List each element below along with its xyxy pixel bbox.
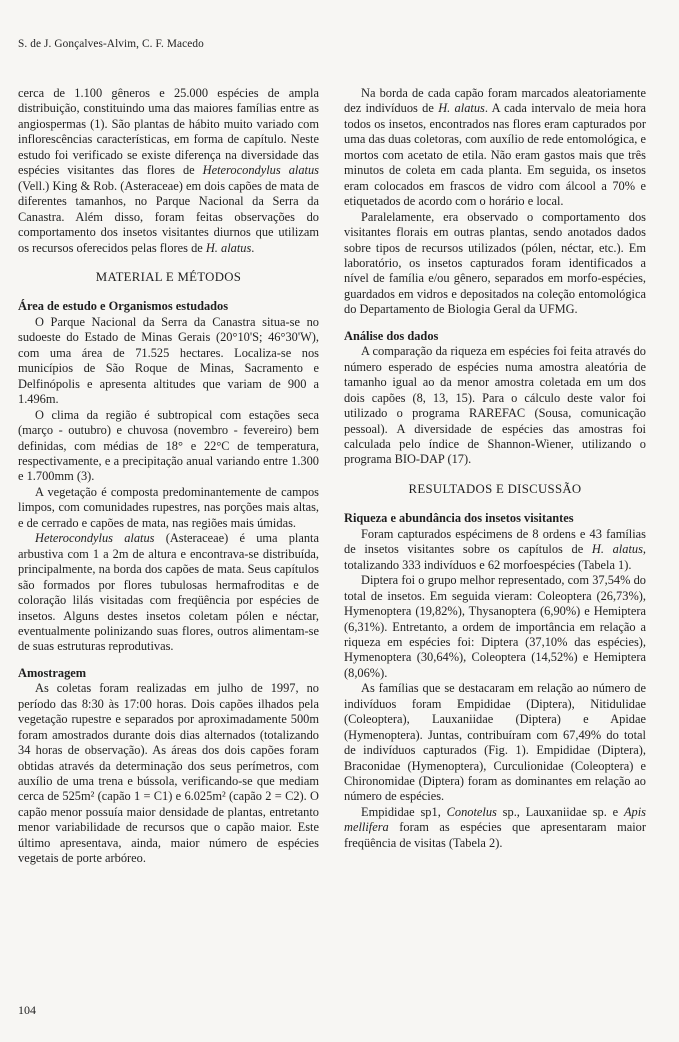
- subheading-sampling: Amostragem: [18, 665, 87, 680]
- paragraph-climate: O clima da região é subtropical com estações seca (março - outubro) e chuvosa (novembro - fevereiro) bem definidas, com médias de 18° e 22°C de temperatura, respectivamente, e a precipitação anual variando entre 1.300 e 1.700mm (3).: [18, 407, 319, 484]
- running-head: S. de J. Gonçalves-Alvim, C. F. Macedo: [18, 38, 204, 50]
- paragraph-vegetation: A vegetação é composta predominantemente de campos limpos, com comunidades rupestres, nas porções mais altas, e de cerrado e capões de mata, nas regiões mais úmidas.: [18, 484, 319, 530]
- section-heading-methods: MATERIAL E MÉTODOS: [95, 269, 242, 284]
- paragraph-diptera: Diptera foi o grupo melhor representado, com 37,54% do total de insetos. Em seguida vieram: Coleoptera (26,73%), Hymenoptera (19,82%), Thysanoptera (6,90%) e Hemiptera (6,31%). Entretanto, a ordem de importância em relação a riqueza em espécies foi: Diptera (37,10% das espécies), Hymenoptera (30,64%), Coleoptera (14,52%) e Hemiptera (8,06%).: [344, 573, 646, 680]
- subheading-study-area: Área de estudo e Organismos estudados: [18, 299, 229, 314]
- subheading-analysis: Análise dos dados: [344, 328, 439, 343]
- paragraph-captured: Foram capturados espécimens de 8 ordens e 43 famílias de insetos visitantes sobre os capítulos de H. alatus, totalizando 333 indivíduos e 62 morfoespécies (Tabela 1).: [344, 526, 646, 572]
- right-column: [344, 86, 646, 851]
- left-column: [18, 86, 319, 867]
- paragraph-analysis: A comparação da riqueza em espécies foi feita através do número esperado de espécies numa amostra aleatória de tamanho igual ao da menor amostra coletada em um dos dois capões (8, 13, 15). Para o cálculo deste valor foi utilizado o programa RAREFAC (Sousa, comunicação pessoal). A diversidade de espécies das amostras foi calculada pelo índice de Shannon-Wiener, utilizando o programa BIO-DAP (17).: [344, 344, 646, 467]
- paragraph-visits: Empididae sp1, Conotelus sp., Lauxaniidae sp. e Apis mellifera foram as espécies que apresentaram maior freqüência de visitas (Tabela 2).: [344, 804, 646, 850]
- page-number: 104: [18, 1003, 36, 1017]
- intro-paragraph: cerca de 1.100 gêneros e 25.000 espécies de ampla distribuição, constituindo uma das maiores famílias entre as angiospermas (1). São plantas de hábito muito variado com inflorescências características, em forma de capítulo. Neste estudo foi verificado se existe diferença na diversidade das espécies visitantes das flores de Heterocondylus alatus (Vell.) King & Rob. (Asteraceae) em dois capões de mata de diferentes tamanhos, no Parque Nacional da Serra da Canastra. Além disso, foram feitas observações do comportamento dos insetos visitantes diurnos que utilizam os recursos oferecidos pelas flores de H. alatus.: [18, 86, 319, 255]
- paragraph-sampling: As coletas foram realizadas em julho de 1997, no período das 8:30 às 17:00 horas. Dois capões ilhados pela vegetação rupestre e separados por aproximadamente 500m foram amostrados durante dois dias alternados (totalizando 34 horas de observação). As áreas dos dois capões foram obtidas através da determinação dos seus perímetros, com auxílio de uma trena e bússola, verificando-se que mediam cerca de 525m² (capão 1 = C1) e 6.025m² (capão 2 = C2). O capão menor possuía maior densidade de plantas, entretanto menor variabilidade de recursos que o capão maior. Este último apresentava, ainda, maior número de espécies vegetais de porte arbóreo.: [18, 681, 319, 866]
- subheading-richness: Riqueza e abundância dos insetos visitantes: [344, 511, 574, 526]
- paragraph-families: As famílias que se destacaram em relação ao número de indivíduos foram Empididae (Diptera), Nitidulidae (Coleoptera), Lauxaniidae (Diptera) e Apidae (Hymenoptera). Juntas, contribuíram com 67,49% do total de indivíduos capturados (Fig. 1). Empididae (Diptera), Braconidae (Hymenoptera), Curculionidae (Coleoptera) e Chironomidae (Diptera) foram as dominantes em relação ao número de espécies.: [344, 681, 646, 804]
- section-heading-results: RESULTADOS E DISCUSSÃO: [408, 481, 582, 496]
- paragraph-parallel: Paralelamente, era observado o comportamento dos visitantes florais em outras plantas, sendo anotados dados sobre tipos de recursos utilizados (pólen, néctar, etc.). Em laboratório, os insetos capturados foram identificados a nível de família e/ou gênero, separados em morfo-espécies, guardados em vidros e depositados na coleção entomológica do Departamento de Biologia Geral da UFMG.: [344, 209, 646, 317]
- paragraph-border: Na borda de cada capão foram marcados aleatoriamente dez indivíduos de H. alatus. A cada intervalo de meia hora todos os insetos, encontrados nas flores eram capturados por uma das duas coletoras, com auxílio de rede entomológica, e mortos com acetato de etila. Não eram gastos mais que três minutos de coleta em cada planta. Em seguida, os insetos eram colocados em frascos de vidro com álcool a 70% e etiquetados de acordo com o horário e local.: [344, 86, 646, 209]
- paragraph-park: O Parque Nacional da Serra da Canastra situa-se no sudoeste do Estado de Minas Gerais (20°10'S; 46°30'W), com uma área de 71.525 hectares. Localiza-se nos municípios de São Roque de Minas, Sacramento e Delfinópolis e apresenta altitudes que variam de 900 a 1.496m.: [18, 314, 319, 407]
- paragraph-species: Heterocondylus alatus (Asteraceae) é uma planta arbustiva com 1 a 2m de altura e encontrava-se distribuída, principalmente, na borda dos capões de mata. Seus capítulos são formados por flores tubulosas hermafroditas e de coloração lilás visitadas com freqüência por espécies de insetos. Alguns destes insetos coletam pólen e néctar, eventualmente polinizando suas flores, outros alimentam-se de suas estruturas reprodutivas.: [18, 531, 319, 654]
